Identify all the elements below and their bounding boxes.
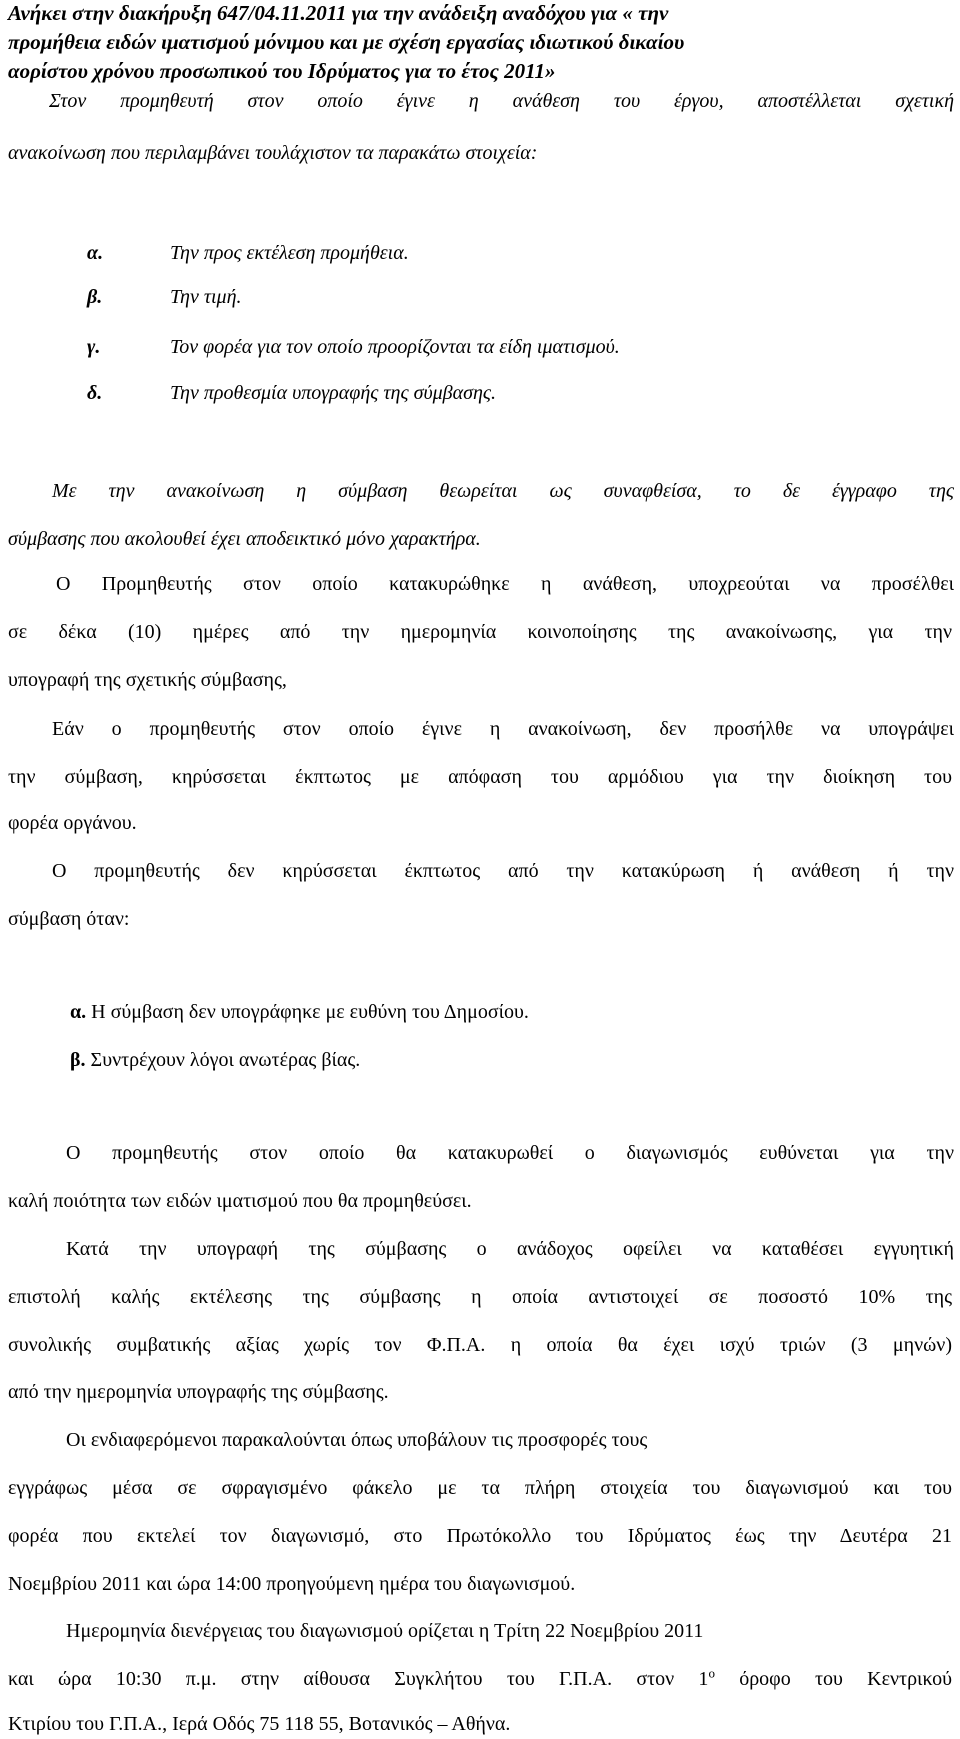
list-item-text: Την προθεσμία υπογραφής της σύμβασης. xyxy=(170,382,497,404)
guarantee-paragraph-line-3: συνολικής συμβατικής αξίας χωρίς τον Φ.Π.Α. η οποία θα έχει ισχύ τριών (3 μηνών) xyxy=(8,1334,952,1356)
obligation-paragraph-line-3: υπογραφή της σχετικής σύμβασης, xyxy=(8,669,287,691)
forfeit-paragraph-line-2: την σύμβαση, κηρύσσεται έκπτωτος με απόφαση του αρμόδιου για την διοίκηση του xyxy=(8,766,952,788)
heading-line-2: προμήθεια ειδών ιματισμού μόνιμου και με σχέση εργασίας ιδιωτικού δικαίου xyxy=(8,30,685,54)
submission-paragraph-line-1: Οι ενδιαφερόμενοι παρακαλούνται όπως υποβάλουν τις προσφορές τους xyxy=(66,1429,648,1451)
list-item-marker: α. xyxy=(87,242,104,264)
list-item xyxy=(0,240,960,266)
guarantee-paragraph-line-1: Κατά την υπογραφή της σύμβασης ο ανάδοχος οφείλει να καταθέσει εγγυητική xyxy=(66,1238,954,1260)
submission-paragraph-line-3: φορέα που εκτελεί τον διαγωνισμό, στο Πρωτόκολλο του Ιδρύματος έως την Δευτέρα 21 xyxy=(8,1525,952,1547)
date-paragraph-line-2 xyxy=(8,1666,952,1692)
list-item-marker: β. xyxy=(87,286,103,308)
forfeit-paragraph-line-3: φορέα οργάνου. xyxy=(8,812,137,834)
list-item-marker: γ. xyxy=(87,336,101,358)
obligation-paragraph-line-1: Ο Προμηθευτής στον οποίο κατακυρώθηκε η ανάθεση, υποχρεούται να προσέλθει xyxy=(56,573,954,595)
guarantee-paragraph-line-2: επιστολή καλής εκτέλεσης της σύμβασης η οποία αντιστοιχεί σε ποσοστό 10% της xyxy=(8,1286,952,1308)
list-item-text: Την τιμή. xyxy=(170,286,242,308)
guarantee-paragraph-line-4: από την ημερομηνία υπογραφής της σύμβασης. xyxy=(8,1381,389,1403)
list-item xyxy=(0,334,960,360)
date-line-2-end: όροφο του Κεντρικού xyxy=(714,1668,952,1690)
intro-line-1: Στον προμηθευτή στον οποίο έγινε η ανάθεση του έργου, αποστέλλεται σχετική xyxy=(49,90,954,112)
list-item-marker: δ. xyxy=(87,382,103,404)
list-item-marker: β. xyxy=(70,1049,86,1071)
heading-line-1: Ανήκει στην διακήρυξη 647/04.11.2011 για την ανάδειξη αναδόχου για « την xyxy=(8,1,669,25)
list-item-text: Την προς εκτέλεση προμήθεια. xyxy=(170,242,409,264)
date-paragraph-line-3: Κτιρίου του Γ.Π.Α., Ιερά Οδός 75 118 55, Βοτανικός – Αθήνα. xyxy=(8,1713,511,1735)
list-item xyxy=(0,284,960,310)
list-item-marker: α. xyxy=(70,1001,87,1023)
intro-line-2: ανακοίνωση που περιλαμβάνει τουλάχιστον τα παρακάτω στοιχεία: xyxy=(8,142,538,164)
contract-paragraph-line-2: σύμβασης που ακολουθεί έχει αποδεικτικό μόνο χαρακτήρα. xyxy=(8,528,481,550)
list-item-text: Η σύμβαση δεν υπογράφηκε με ευθύνη του Δημοσίου. xyxy=(86,1001,529,1023)
quality-paragraph-line-1: Ο προμηθευτής στον οποίο θα κατακυρωθεί ο διαγωνισμός ευθύνεται για την xyxy=(66,1142,954,1164)
date-line-2-start: και ώρα 10:30 π.μ. στην αίθουσα Συγκλήτου του Γ.Π.Α. στον 1 xyxy=(8,1668,709,1690)
obligation-paragraph-line-2: σε δέκα (10) ημέρες από την ημερομηνία κοινοποίησης της ανακοίνωσης, για την xyxy=(8,621,952,643)
list-item-text: Τον φορέα για τον οποίο προορίζονται τα είδη ιματισμού. xyxy=(170,336,620,358)
quality-paragraph-line-2: καλή ποιότητα των ειδών ιματισμού που θα προμηθεύσει. xyxy=(8,1190,472,1212)
list-item-text: Συντρέχουν λόγοι ανωτέρας βίας. xyxy=(85,1049,361,1071)
heading-line-3: αορίστου χρόνου προσωπικού του Ιδρύματος για το έτος 2011» xyxy=(8,59,556,83)
submission-paragraph-line-4: Νοεμβρίου 2011 και ώρα 14:00 προηγούμενη ημέρα του διαγωνισμού. xyxy=(8,1573,576,1595)
ordinal-superscript: ο xyxy=(708,1665,715,1681)
not-forfeit-paragraph-line-1: Ο προμηθευτής δεν κηρύσσεται έκπτωτος από την κατακύρωση ή ανάθεση ή την xyxy=(52,860,954,882)
not-forfeit-paragraph-line-2: σύμβαση όταν: xyxy=(8,908,130,930)
contract-paragraph-line-1: Με την ανακοίνωση η σύμβαση θεωρείται ως συναφθείσα, το δε έγγραφο της xyxy=(52,480,954,502)
date-paragraph-line-1: Ημερομηνία διενέργειας του διαγωνισμού ορίζεται η Τρίτη 22 Νοεμβρίου 2011 xyxy=(66,1620,704,1642)
list-item xyxy=(70,999,952,1025)
submission-paragraph-line-2: εγγράφως μέσα σε σφραγισμένο φάκελο με τα πλήρη στοιχεία του διαγωνισμού και του xyxy=(8,1477,952,1499)
list-item xyxy=(0,380,960,406)
forfeit-paragraph-line-1: Εάν ο προμηθευτής στον οποίο έγινε η ανακοίνωση, δεν προσήλθε να υπογράψει xyxy=(52,718,954,740)
list-item xyxy=(70,1047,952,1073)
